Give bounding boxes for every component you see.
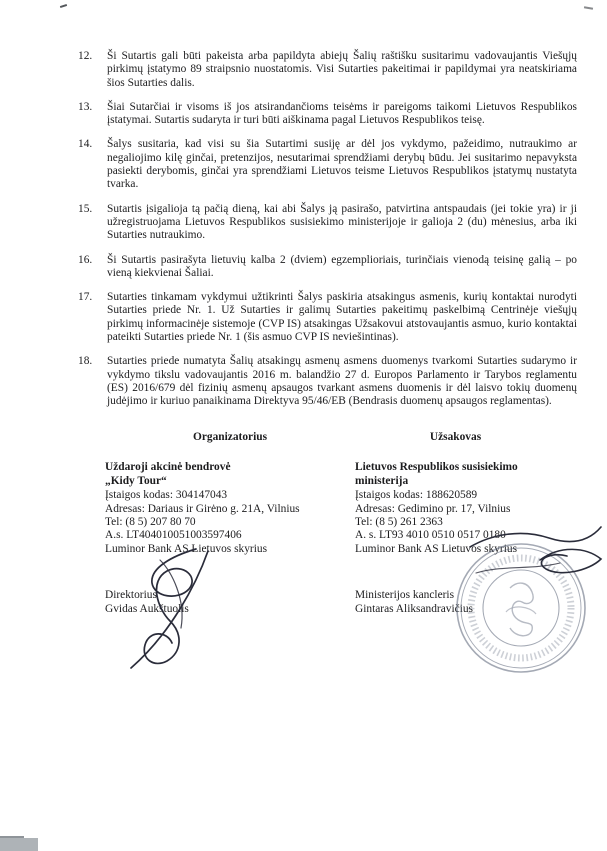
clause-number: 13. bbox=[78, 100, 93, 113]
clause-item bbox=[78, 355, 577, 408]
signer-name: Gvidas Aukštuolis bbox=[105, 602, 189, 615]
scan-artifact-top-left bbox=[60, 4, 67, 8]
clause-item bbox=[78, 101, 577, 128]
organizer-company-name: Uždaroji akcinė bendrovė bbox=[105, 461, 231, 474]
company-detail: Tel: (8 5) 207 80 70 bbox=[105, 516, 196, 529]
contract-clauses bbox=[78, 50, 577, 420]
signer-title: Ministerijos kancleris bbox=[355, 589, 455, 602]
client-signature-block bbox=[355, 589, 578, 616]
clause-text: Ši Sutartis gali būti pakeista arba papildyta abiejų Šalių raštišku susitarimu vadovaujantis Viešųjų pirkimų įstatymo 89 straipsnio nuostatomis. Visi Sutarties pakeitimai ir papildymai yra neatskiriama šios Sutarties dalis. bbox=[107, 50, 577, 89]
scan-artifact-bottom-left bbox=[0, 838, 38, 851]
company-detail: Adresas: Dariaus ir Girėno g. 21A, Vilnius bbox=[105, 502, 300, 515]
company-detail: A. s. LT93 4010 0510 0517 0180 bbox=[355, 529, 506, 542]
company-detail: Luminor Bank AS Lietuvos skyrius bbox=[105, 542, 267, 555]
clause-item bbox=[78, 138, 577, 191]
company-detail: Tel: (8 5) 261 2363 bbox=[355, 516, 443, 529]
clause-item bbox=[78, 291, 577, 344]
clause-text: Sutartis įsigalioja tą pačią dieną, kai abi Šalys ją pasirašo, patvirtina antspaudais (jei tokie yra) ir ji užregistruojama Lietuvos Respublikos susisiekimo ministerijoje ir galioja 2 (du) mėnesius, arba iki Sutarties nutraukimo. bbox=[107, 202, 577, 242]
clause-item bbox=[78, 203, 577, 243]
organizer-details bbox=[105, 489, 355, 556]
company-detail: Adresas: Gedimino pr. 17, Vilnius bbox=[355, 502, 511, 515]
company-detail: Įstaigos kodas: 304147043 bbox=[105, 489, 228, 502]
clause-item bbox=[78, 254, 577, 281]
scan-artifact-top-right bbox=[584, 6, 593, 10]
parties-section bbox=[105, 431, 578, 616]
clause-number: 17. bbox=[78, 291, 93, 304]
clause-text: Ši Sutartis pasirašyta lietuvių kalba 2 (dviem) egzemplioriais, turinčiais vienodą teisinę galią – po vieną kiekvienai Šaliai. bbox=[107, 253, 577, 279]
organizer-signature-block bbox=[105, 589, 355, 616]
clause-text: Šalys susitaria, kad visi su šia Sutartimi susiję ar dėl jos vykdymo, pažeidimo, nutraukimo ar negaliojimo kilę ginčai, pretenzijos, nesutarimai sprendžiami derybų būdu. Jei susitarimo nepavyksta pasiekti derybomis, ginčai yra sprendžiami Lietuvos teisme Lietuvos Respublikos įstatymų nustatyta tvarka. bbox=[107, 138, 577, 191]
party-column-organizer bbox=[105, 431, 355, 616]
party-column-client bbox=[355, 431, 578, 616]
clause-text: Šiai Sutarčiai ir visoms iš jos atsirandančioms teisėms ir pareigoms taikomi Lietuvos Respublikos įstatymai. Sutartis sudaryta ir turi būti aiškinama pagal Lietuvos Respublikos teisę. bbox=[107, 100, 577, 127]
clause-number: 18. bbox=[78, 355, 93, 368]
company-detail: A.s. LT404010051003597406 bbox=[105, 529, 242, 542]
organizer-header: Organizatorius bbox=[192, 431, 268, 443]
client-company-name: ministerija bbox=[355, 474, 409, 487]
clause-number: 14. bbox=[78, 138, 93, 151]
clause-number: 15. bbox=[78, 202, 93, 215]
organizer-company-name: „Kidy Tour“ bbox=[105, 474, 167, 487]
clause-text: Sutarties tinkamam vykdymui užtikrinti Šalys paskiria atsakingus asmenis, kurių kontaktai nurodyti Sutarties priede Nr. 1. Už Sutarties ir galimų Sutarties pakeitimų paskelbimą Centrinėje viešųjų pirkimų informacinėje sistemoje (CVP IS) atsakingas Užsakovui atstovaujantis asmuo, kurio kontaktai pateikti Sutarties priede Nr. 1 (šis asmuo CVP IS neviešintinas). bbox=[107, 291, 577, 344]
company-detail: Luminor Bank AS Lietuvos skyrius bbox=[355, 542, 517, 555]
clause-number: 16. bbox=[78, 253, 93, 266]
client-details bbox=[355, 489, 578, 556]
signer-title: Direktorius bbox=[105, 589, 157, 602]
clause-number: 12. bbox=[78, 50, 93, 62]
signer-name: Gintaras Aliksandravičius bbox=[355, 602, 473, 615]
company-detail: Įstaigos kodas: 188620589 bbox=[355, 489, 478, 502]
client-company-name: Lietuvos Respublikos susisiekimo bbox=[355, 461, 518, 474]
clause-item bbox=[78, 50, 577, 90]
clause-text: Sutarties priede numatyta Šalių atsakingų asmenų asmens duomenys tvarkomi Sutarties sudarymo ir vykdymo tikslu vadovaujantis 2016 m. balandžio 27 d. Europos Parlamento ir Tarybos reglamentu (ES) 2016/679 dėl fizinių asmenų apsaugos tvarkant asmens duomenis ir dėl laisvo tokių duomenų judėjimo ir kuriuo panaikinama Direktyva 95/46/EB (Bendrasis duomenų apsaugos reglamentas). bbox=[107, 355, 577, 408]
client-header: Užsakovas bbox=[429, 431, 482, 443]
